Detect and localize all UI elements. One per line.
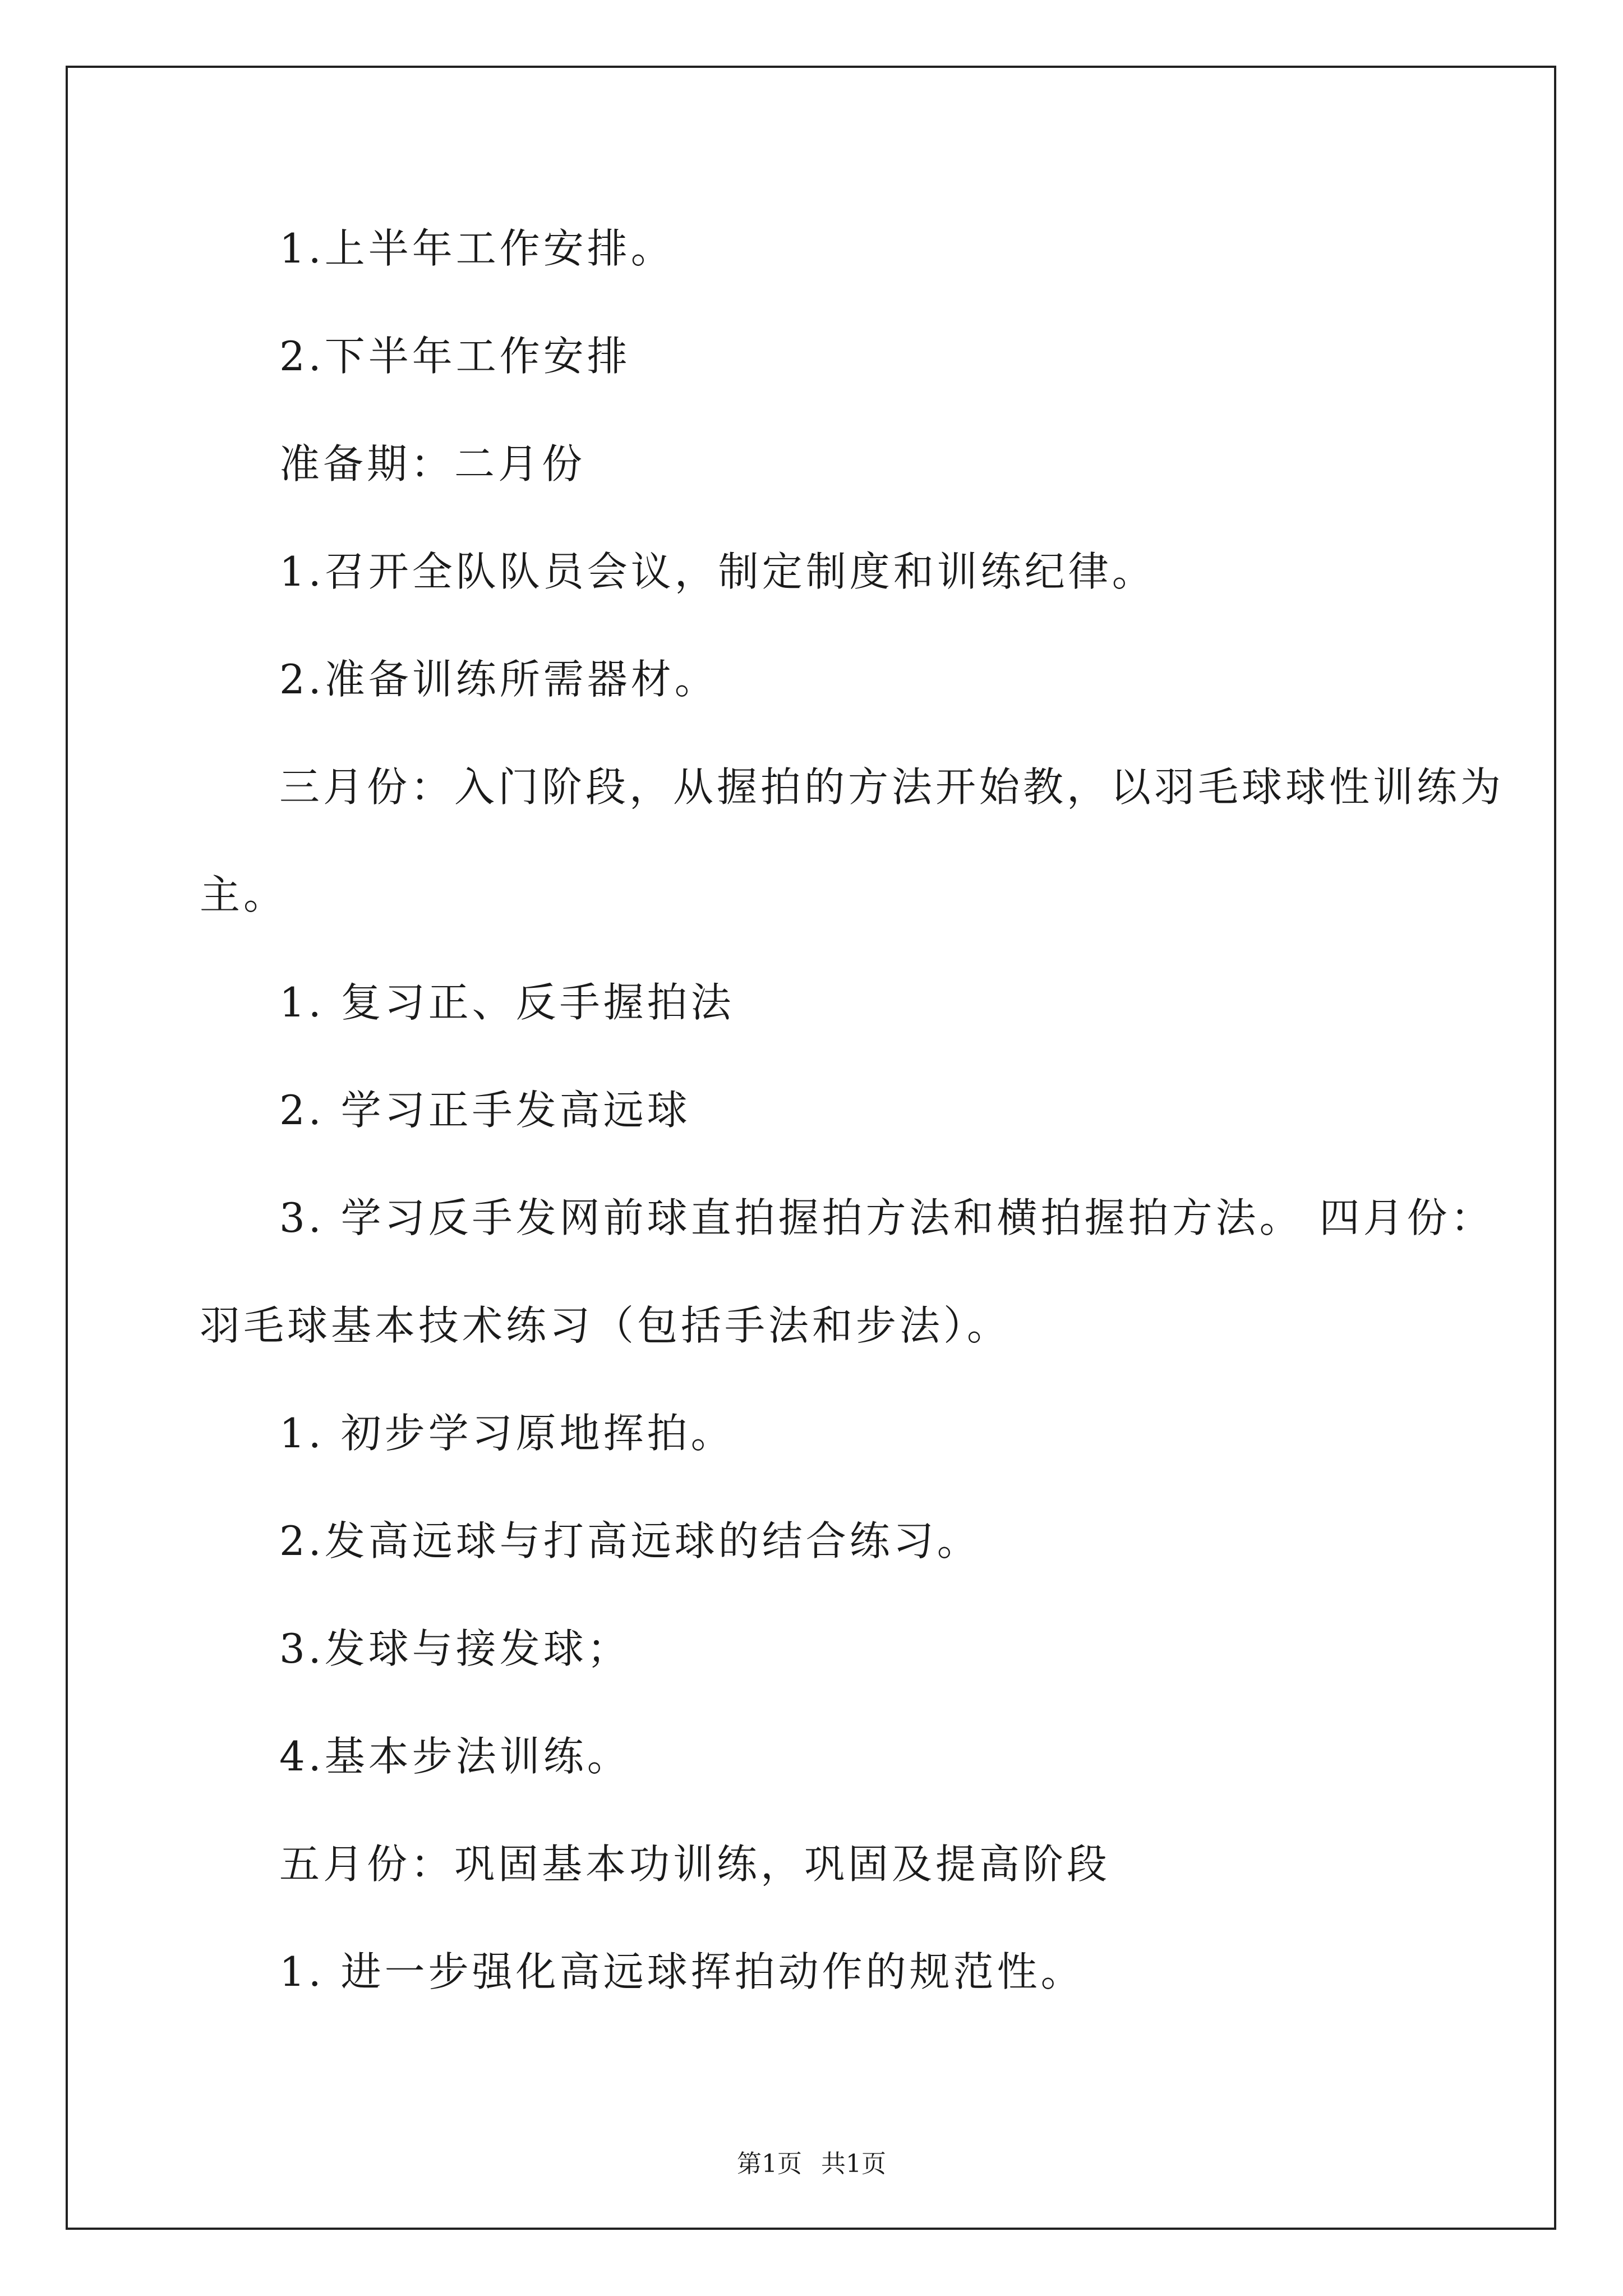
paragraph: 羽毛球基本技术练习（包括手法和步法）。 [200,1302,1011,1349]
paragraph: 1. 进一步强化高远球挥拍动作的规范性。 [279,1948,1085,1995]
paragraph: 1. 初步学习原地挥拍。 [279,1410,735,1457]
paragraph: 2.下半年工作安排 [279,333,631,380]
paragraph: 3.发球与接发球； [279,1625,631,1672]
paragraph: 主。 [200,871,288,918]
paragraph: 2. 学习正手发高远球 [279,1087,691,1134]
paragraph: 3. 学习反手发网前球直拍握拍方法和横拍握拍方法。 四月份： [279,1194,1495,1241]
page-footer [0,2148,1623,2180]
paragraph: 1.上半年工作安排。 [279,225,675,272]
paragraph: 五月份：巩固基本功训练，巩固及提高阶段 [279,1841,1111,1888]
paragraph: 2.准备训练所需器材。 [279,656,718,703]
paragraph: 三月份：入门阶段，从握拍的方法开始教，以羽毛球球性训练为 [279,763,1505,811]
page-total: 共1页 [821,2150,886,2178]
paragraph: 1. 复习正、反手握拍法 [279,979,735,1026]
paragraph: 准备期：二月份 [279,440,586,487]
page-number: 第1页 [737,2150,802,2178]
paragraph: 4.基本步法训练。 [279,1733,631,1780]
paragraph: 1.召开全队队员会议，制定制度和训练纪律。 [279,548,1156,595]
paragraph: 2.发高远球与打高远球的结合练习。 [279,1517,981,1565]
